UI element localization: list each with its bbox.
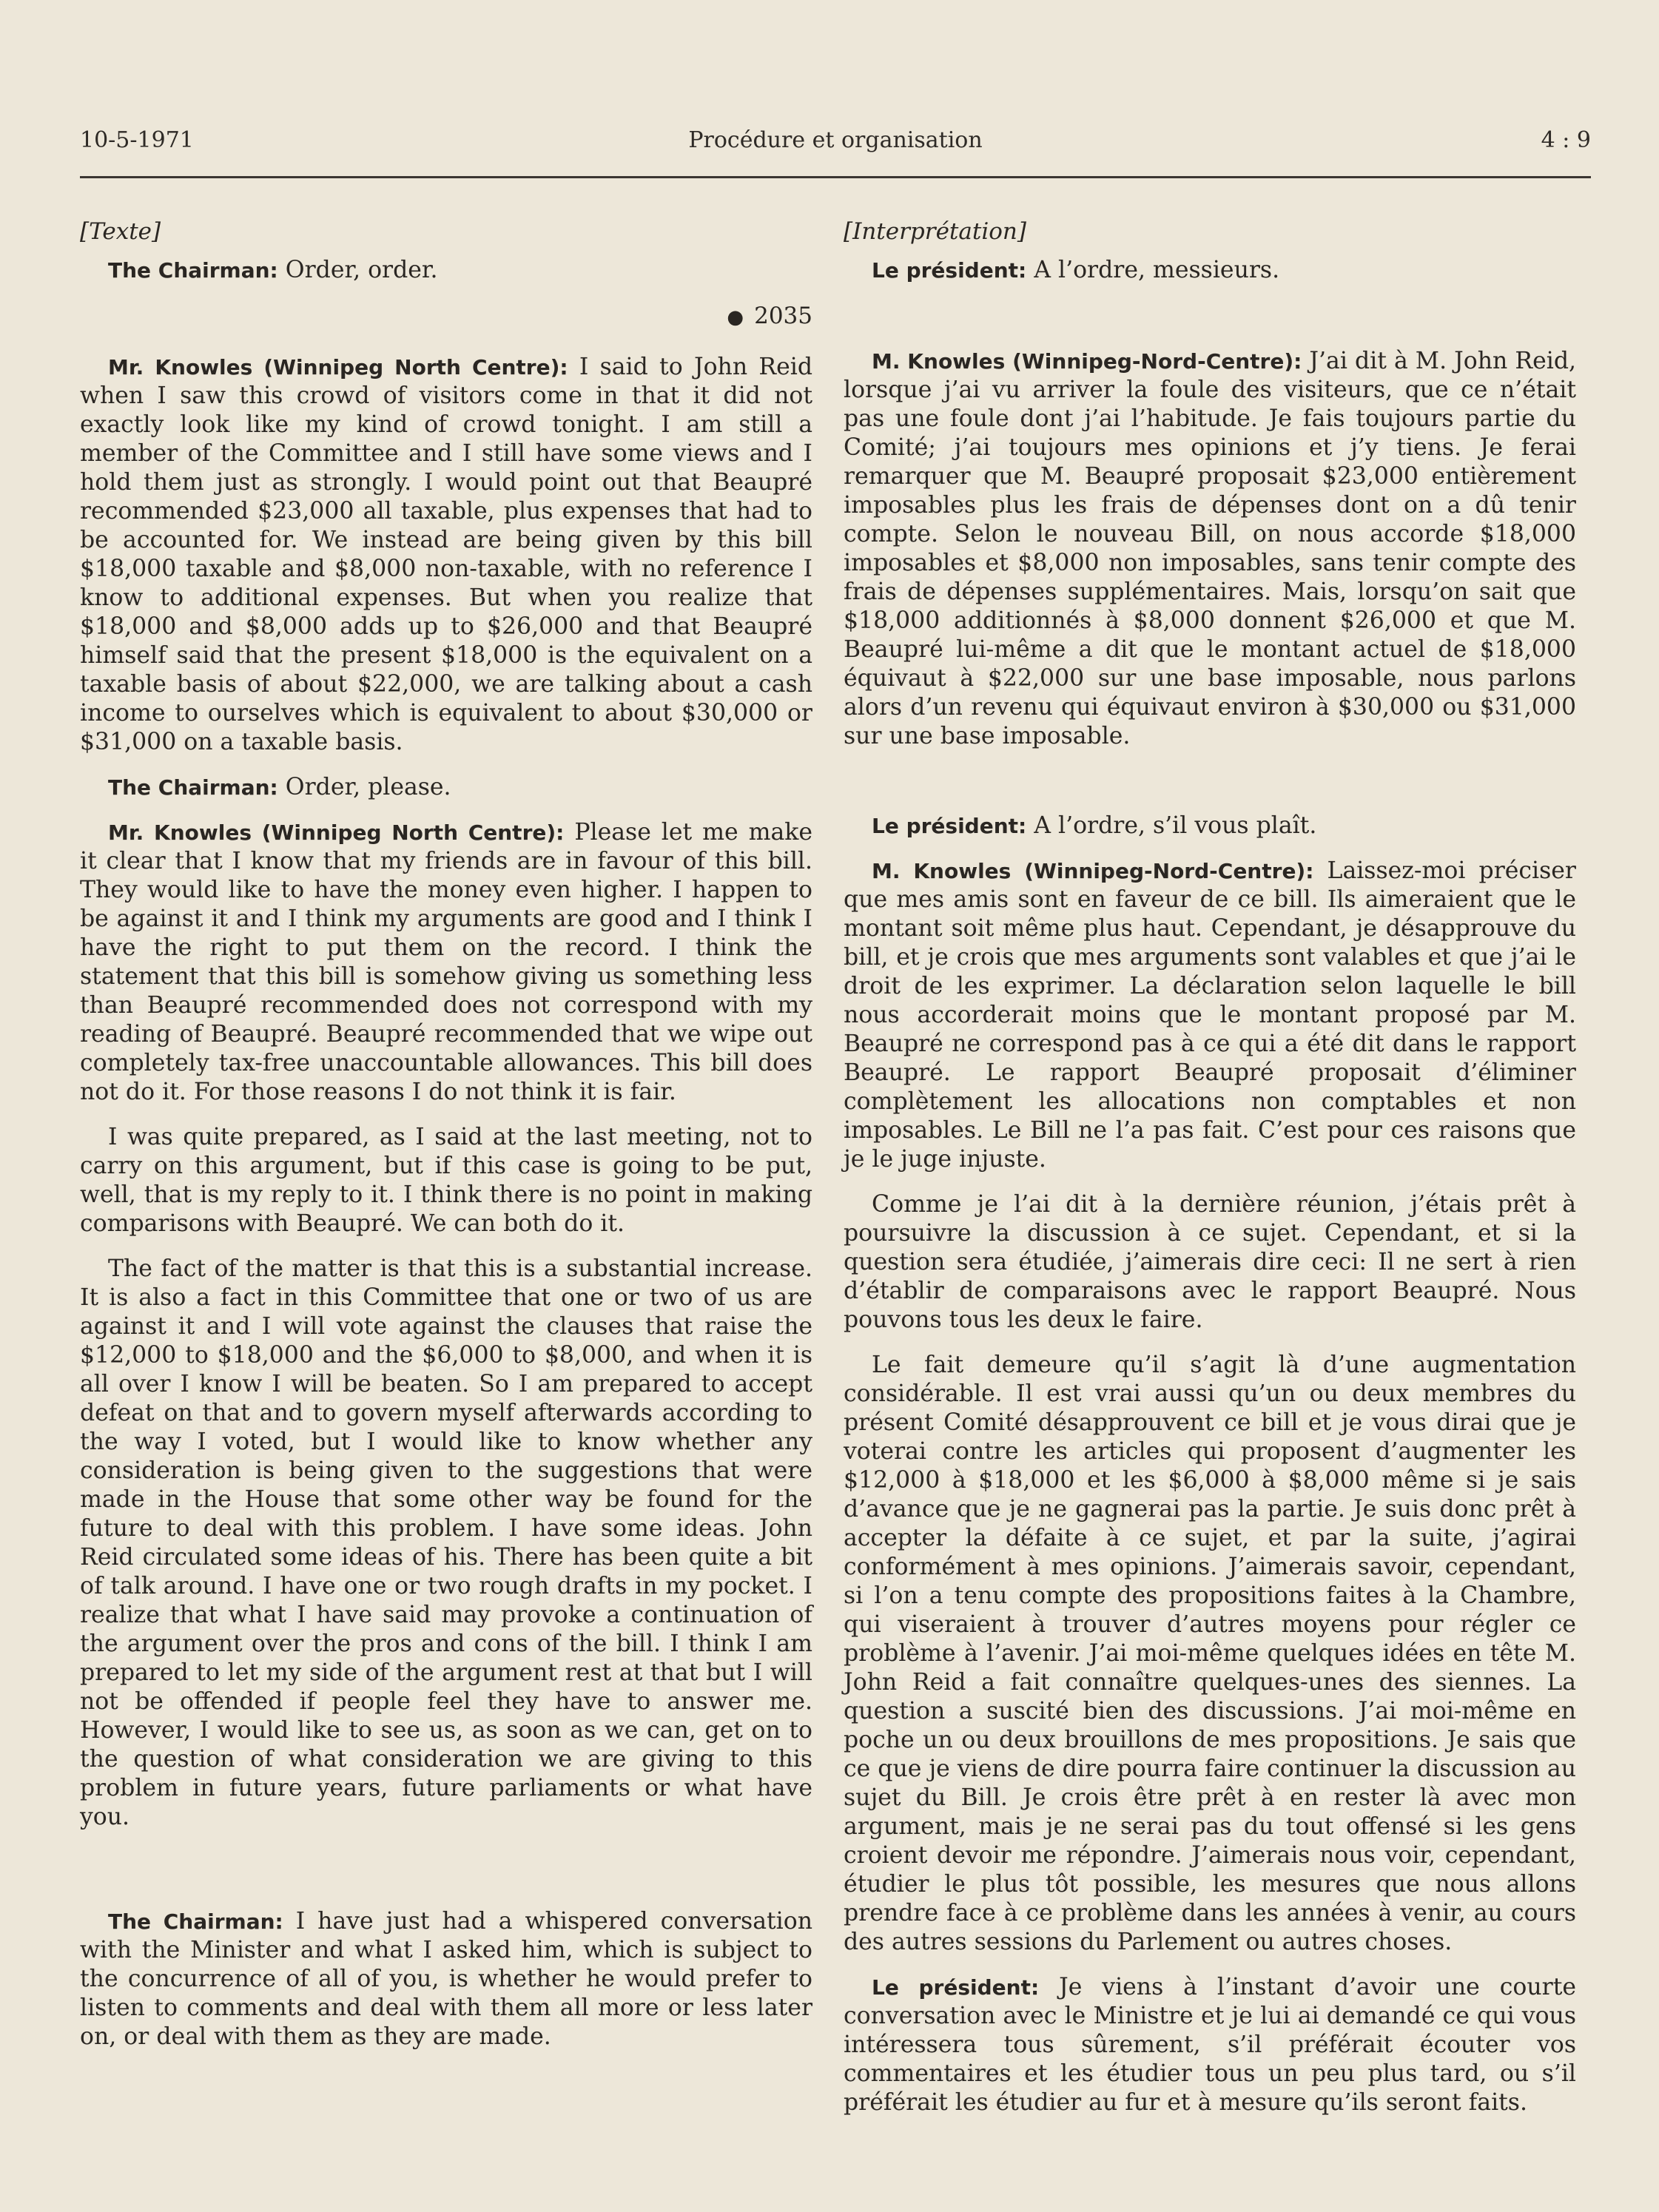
paragraph — [80, 818, 812, 1107]
paragraph: Le fait demeure qu’il s’agit là d’une augmentation considérable. Il est vrai aussi qu’un ou deux membres du présent Comité désapprouvent ce bill et je vous dirai que je voterai contre les articles qui proposent d’augmenter les $12,000 à $18,000 et les $6,000 à $8,000 même si je sais d’avance que je ne gagnerai pas la partie. Je suis donc prêt à accepter la défaite à ce sujet, et par la suite, j’agirai conformément à mes opinions. J’aimerais savoir, cependant, si l’on a tenu compte des propositions faites à la Chambre, qui viseraient à trouver d’autres moyens pour régler ce problème à l’avenir. J’ai moi-même quelques idées en tête M. John Reid a fait connaître quelques-unes des siennes. La question a suscité bien des discussions. J’ai moi-même en poche un ou deux brouillons de mes propositions. Je sais que ce que je viens de dire pourra faire continuer la discussion au sujet du Bill. Je crois être prêt à en rester là avec mon argument, mais je ne serai pas du tout offensé si les gens croient devoir me répondre. J’aimerais nous voir, cependant, étudier le plus tôt possible, les mesures que nous allons prendre face à ce problème dans les années à venir, au cours des autres sessions du Parlement ou autres choses. — [844, 1352, 1576, 1955]
page-header — [80, 127, 1591, 166]
speaker-name: M. Knowles (Winnipeg-Nord-Centre): — [872, 349, 1302, 374]
speech-text: J’ai dit à M. John Reid, lorsque j’ai vu arriver la foule des visiteurs, que ce n’était pas une foule dont j’ai l’habitude. Je fais toujours partie du Comité; j’ai toujours mes opinions et j’y tiens. Je ferai remarquer que M. Beaupré proposait $23,000 entièrement imposables plus les frais de dépenses dont on a dû tenir compte. Selon le nouveau Bill, on nous accorde $18,000 imposables et $8,000 non imposables, sans tenir compte des frais de dépenses supplémentaires. Mais, lorsqu’on sait que $18,000 additionnés à $8,000 donnent $26,000 et que M. Beaupré lui-même a dit que le montant actuel de $18,000 équivaut à $22,000 sur une base imposable, nous parlons alors d’un revenu qui équivaut environ à $30,000 ou $31,000 sur une base imposable. — [844, 348, 1577, 749]
paragraph — [844, 812, 1576, 840]
speaker-name: Mr. Knowles (Winnipeg North Centre): — [108, 820, 565, 845]
paragraph — [844, 347, 1576, 751]
header-rule — [80, 176, 1591, 178]
speech-text: Order, please. — [277, 774, 451, 800]
paragraph: The fact of the matter is that this is a substantial increase. It is also a fact in this Committee that one or two of us are against it and I will vote against the clauses that raise the $12,000 to $18,000 and the $6,000 to $8,000, and when it is all over I know I will be beaten. So I am prepared to accept defeat on that and to govern myself afterwards according to the way I voted, but I would like to know whether any consideration is being given to the suggestions that were made in the House that some other way be found for the future to deal with this problem. I have some ideas. John Reid circulated some ideas of his. There has been quite a bit of talk around. I have one or two rough drafts in my pocket. I realize that what I have said may provoke a continuation of the argument over the pros and cons of the bill. I think I am prepared to let my side of the argument rest at that but I will not be offended if people feel they have to answer me. However, I would like to see us, as soon as we can, get on to the question of what consideration we are giving to this problem in future years, future parliaments or what have you. — [80, 1255, 812, 1830]
header-date: 10-5-1971 — [80, 127, 194, 153]
header-page-number: 4 : 9 — [1541, 127, 1591, 153]
paragraph — [80, 256, 812, 285]
speech-text: A l’ordre, messieurs. — [1026, 257, 1280, 283]
paragraph — [80, 773, 812, 802]
paragraph — [844, 256, 1576, 285]
speaker-name: M. Knowles (Winnipeg-Nord-Centre): — [872, 859, 1314, 883]
speaker-name: The Chairman: — [108, 1909, 283, 1934]
bullet-icon: ● — [727, 306, 744, 328]
speaker-name: The Chairman: — [108, 258, 278, 283]
paragraph — [80, 353, 812, 757]
paragraph: I was quite prepared, as I said at the last meeting, not to carry on this argument, but if this case is going to be put, well, that is my reply to it. I think there is no point in making comparisons with Beaupré. We can both do it. — [80, 1124, 812, 1237]
speech-text: I said to John Reid when I saw this crowd of visitors come in that it did not exactly look like my kind of crowd tonight. I am still a member of the Committee and I still have some views and I hold them just as strongly. I would point out that Beaupré recommended $23,000 all taxable, plus expenses that had to be accounted for. We instead are being given by this bill $18,000 taxable and $8,000 non-taxable, with no reference I know to additional expenses. But when you realize that $18,000 and $8,000 adds up to $26,000 and that Beaupré himself said that the present $18,000 is the equivalent on a taxable basis of about $22,000, we are talking about a cash income to ourselves which is equivalent to about $30,000 or $31,000 on a taxable basis. — [80, 354, 812, 755]
speaker-name: Le président: — [872, 1975, 1040, 2000]
speech-text: A l’ordre, s’il vous plaît. — [1026, 812, 1317, 839]
speaker-name: Le président: — [872, 258, 1027, 283]
column-label: [Interprétation] — [844, 218, 1026, 245]
speech-text: Je viens à l’instant d’avoir une courte conversation avec le Ministre et je lui ai demandé ce qui vous intéressera tous sûrement, s’il préférait écouter vos commentaires et les étudier tous un peu plus tard, ou s’il préférait les étudier au fur et à mesure qu’ils seront faits. — [844, 1974, 1577, 2116]
french-column — [844, 216, 1576, 2134]
paragraph: Comme je l’ai dit à la dernière réunion, j’étais prêt à poursuivre la discussion à ce sujet. Cependant, et si la question sera étudiée, j’aimerais dire ceci: Il ne sert à rien d’établir de comparaisons avec le rapport Beaupré. Nous pouvons tous les deux le faire. — [844, 1191, 1576, 1333]
paragraph — [844, 857, 1576, 1174]
paragraph — [844, 1973, 1576, 2117]
paragraph — [80, 1907, 812, 2051]
speech-text: Order, order. — [277, 257, 438, 283]
speaker-name: Mr. Knowles (Winnipeg North Centre): — [108, 355, 568, 380]
speaker-name: Le président: — [872, 814, 1027, 838]
header-title: Procédure et organisation — [688, 127, 983, 153]
time-value: 2035 — [754, 303, 812, 329]
time-marker — [80, 301, 812, 332]
speaker-name: The Chairman: — [108, 775, 278, 800]
speech-text: Please let me make it clear that I know that my friends are in favour of this bill. They would like to have the money even higher. I happen to be against it and I think my arguments are good and I think I have the right to put them on the record. I think the statement that this bill is somehow giving us something less than Beaupré recommended does not correspond with my reading of Beaupré. Beaupré recommended that we wipe out completely tax-free unaccountable allowances. This bill does not do it. For those reasons I do not think it is fair. — [80, 819, 812, 1105]
english-column — [80, 216, 812, 2068]
speech-text: Laissez-moi préciser que mes amis sont en faveur de ce bill. Ils aimeraient que le montant soit même plus haut. Cependant, je désapprouve du bill, et je crois que mes arguments sont valables et que j’ai le droit de les exprimer. La déclaration selon laquelle le bill nous accorderait moins que le montant proposé par M. Beaupré ne correspond pas à ce qui a été dit dans le rapport Beaupré. Le rapport Beaupré proposait d’éliminer complètement les allocations non comptables et non imposables. Le Bill ne l’a pas fait. C’est pour ces raisons que je le juge injuste. — [844, 857, 1576, 1173]
column-label: [Texte] — [80, 218, 161, 245]
speech-text: I have just had a whispered conversation with the Minister and what I asked him, which is subject to the concurrence of all of you, is whether he would prefer to listen to comments and deal with them all more or less later on, or deal with them as they are made. — [80, 1908, 812, 2050]
